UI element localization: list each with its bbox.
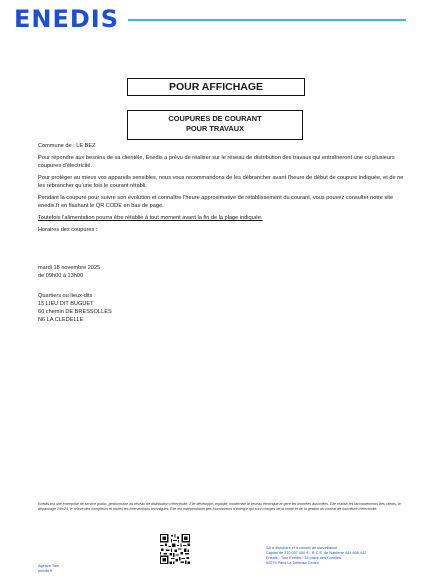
display-notice-label: POUR AFFICHAGE [127, 78, 305, 96]
places-heading: Quartiers ou lieux-dits : [38, 293, 96, 299]
logo-text: ENEDIS [14, 5, 120, 33]
footer-agency [38, 564, 59, 574]
notice-title-box [127, 110, 303, 140]
paragraph-protect: Pour protéger au mieux vos appareils sensibles, nous vous recommandons de les débrancher avant l’heure de début de coupure indiquée, et de ne les rebrancher qu’une fois le courant rétabli. [38, 175, 404, 189]
schedule-block [38, 264, 238, 280]
outage-time: de 09h00 à 13h00 [38, 273, 84, 279]
notice-body [38, 142, 408, 238]
agency-website-link[interactable]: enedis.fr [38, 569, 53, 573]
company-line: SA à directoire et à conseil de surveillance [266, 546, 338, 550]
qr-code-icon[interactable] [160, 534, 190, 564]
enedis-logo [14, 5, 119, 33]
company-line: 92079 Paris La Défense Cedex [266, 561, 319, 565]
paragraph-follow: Pendant la coupure pour suivre son évolution et connaître l’heure approximative de rétablissement du courant, vous pouvez consulter notre site enedis.fr en flashant le QR CODE en bas de page. [38, 195, 394, 209]
restoration-warning: Toutefois l’alimentation pourra être rétablie à tout moment avant la fin de la plage indiquée. [38, 215, 263, 221]
agency-name: Agence Tarn [38, 564, 60, 568]
place-item: N6 LA CLEDELLE [38, 317, 84, 323]
place-item: 60 chemin DE BRESSOLLES [38, 309, 112, 315]
company-line: Capital de 270 037 000 € - R.C.S. de Nanterre 444 608 442 [266, 551, 367, 555]
footer-company-info [266, 546, 416, 566]
paragraph-works: Pour répondre aux besoins de sa clientèle, Enedis a prévu de réaliser sur le réseau de distribution des travaux qui entraîneront une ou plusieurs coupures d’électricité. [38, 155, 395, 169]
place-item: 15 LIEU DIT BUGUET [38, 301, 94, 307]
footer-legal-text: Enedis est une entreprise de service public, gestionnaire du réseau de distribution d’électricité. Elle développe, exploite, modernise le réseau électrique et gère les données associées. Elle réalise les raccordements des clients, le dépannage 24h/24, le relevé des compteurs et toutes les interventions techniques. Elle est indépendante des fournisseurs d’énergie qui sont chargés de la vente et de la gestion du contrat de fourniture d’électricité. [38, 502, 401, 511]
notice-title-line2: POUR TRAVAUX [185, 124, 245, 133]
company-line: Enedis - Tour Enedis - 34 place des Corolles [266, 556, 341, 560]
outage-date: mardi 18 novembre 2025 [38, 265, 101, 271]
commune-line: Commune de : LE BEZ [38, 143, 96, 149]
places-block [38, 292, 238, 324]
schedule-heading: Horaires des coupures : [38, 227, 98, 233]
notice-title-line1: COUPURES DE COURANT [168, 114, 262, 123]
header-accent-line [128, 19, 406, 21]
